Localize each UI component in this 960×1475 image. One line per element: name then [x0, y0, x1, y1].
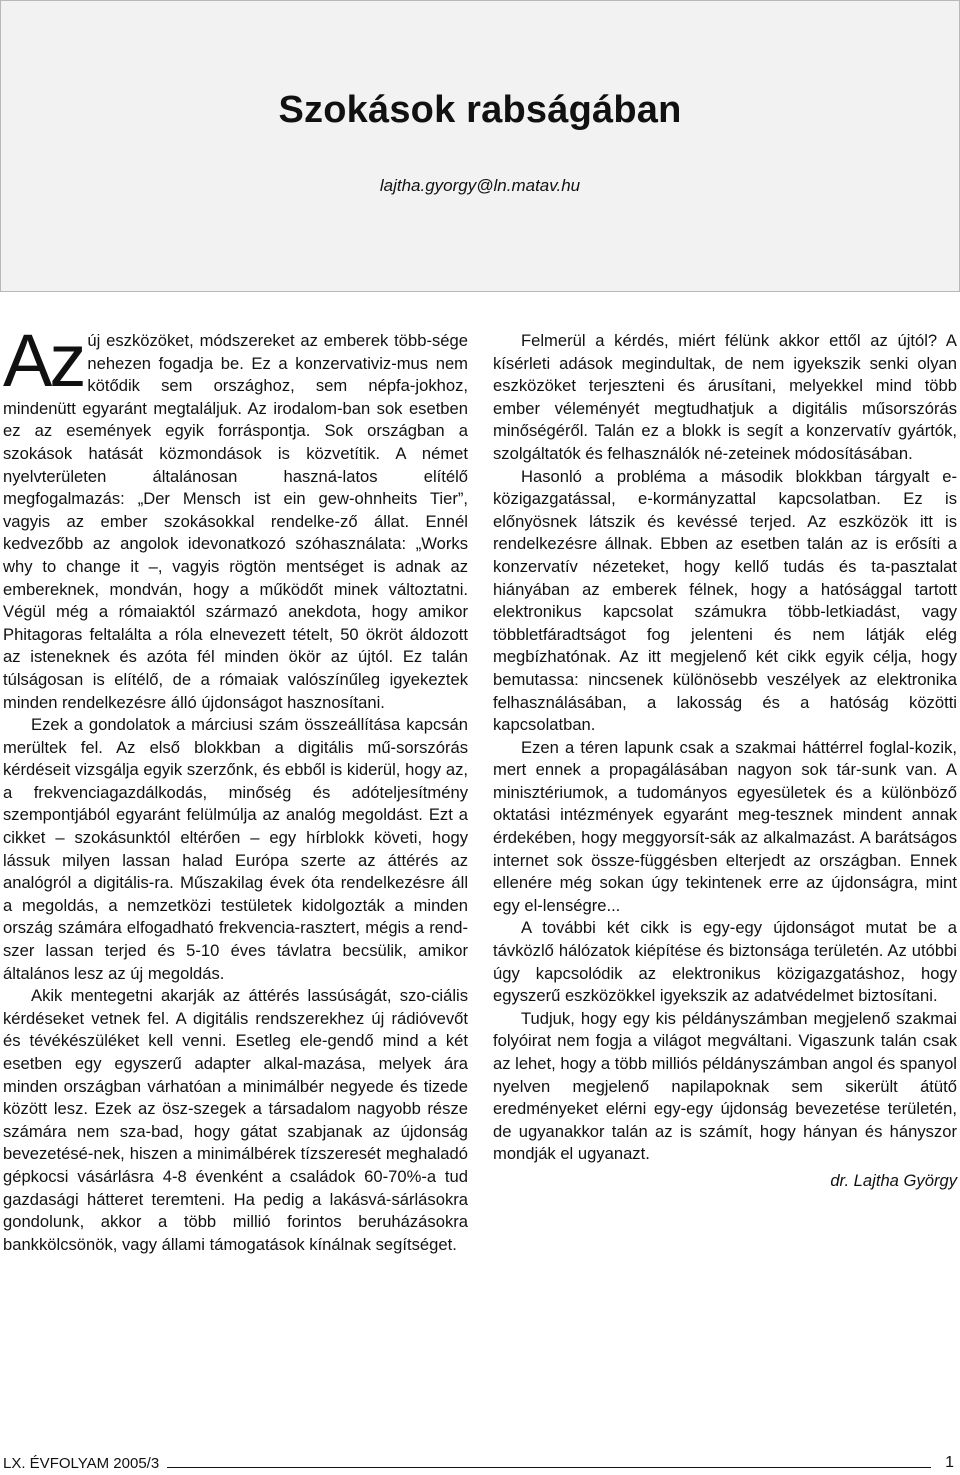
author-email: lajtha.gyorgy@ln.matav.hu	[379, 176, 581, 195]
paragraph-3: Akik mentegetni akarják az áttérés lassúságát, szo-ciális kérdéseket vetnek fel. A digitális rendszerekhez új rádióvevőt és tévékészüléket kell venni. Esetleg ele-gendő mind a két esetben egy egyszerű adapter alkal-mazása, melyek ára minden országban várhatóan a minimálbér negyede és tizede között lesz. Ezek az ösz-szegek a társadalom nagyobb része számára nem sza-bad, hogy gátat szabjanak az újdonság bevezetésé-nek, hiszen a minimálbérek tízszeresét meghaladó gépkocsi vásárlásra 4-8 évenként a családok 60-70%-a tud gazdasági hátteret teremteni. Ha pedig a lakásvá-sárlásokra gondolunk, akkor a több millió forintos beruházásokra bankkölcsönök, vagy állami támogatások kínálnak segítséget.	[3, 986, 468, 1254]
paragraph-8: Tudjuk, hogy egy kis példányszámban megjelenő szakmai folyóirat nem fogja a világot megváltani. Vigaszunk talán csak az lehet, hogy a több milliós példányszámban angol és spanyol nyelven megjelenő napilapoknak sem sikerült átütő eredményeket elérni egy-egy újdonság bevezetése területén, de ugyanakkor talán az is számít, hogy hányan és hányszor mondják el ugyanazt.	[493, 1008, 957, 1164]
page-number: 1	[945, 1454, 954, 1471]
left-column	[3, 319, 468, 1256]
right-column	[493, 330, 957, 1193]
drop-cap: Az	[3, 319, 84, 402]
paragraph-6: Ezen a téren lapunk csak a szakmai háttérrel foglal-kozik, mert ennek a propagálásában nagyon sok tár-sunk van. A minisztériumok, a tudományos egyesületek és a különböző oktatási intézmények egyaránt meg-tesznek mindent annak érdekében, hogy meggyorsít-sák az alkalmazást. A barátságos internet sok össze-függésben elterjedt az országban. Ennek ellenére még sokan úgy tekintenek erre az újdonságra, mint egy el-lenségre...	[493, 737, 957, 915]
paragraph-2: Ezek a gondolatok a márciusi szám összeállítása kapcsán merültek fel. Az első blokkban a digitális mű-sorszórás kérdéseit vizsgálja egyik szerzőnk, és ebből is kiderül, hogy az, a frekvenciagazdálkodás, minőség és adóteljesítmény szempontjából egyaránt felülmúlja az analóg megoldást. Ezt a cikket – szokásunktól eltérően – egy hírblokk követi, hogy lássuk milyen lassan halad Európa szerte az áttérés az analógról a digitális-ra. Műszakilag évek óta rendelkezésre áll a megoldás, a nemzetközi testületek kidolgozták a minden ország számára elfogadható frekvencia-rasztert, mégis a rend-szer lassan terjed és 5-10 éves távlatra becsülik, amikor általános lesz az új megoldás.	[3, 715, 468, 983]
paragraph-7: A további két cikk is egy-egy újdonságot mutat be a távközlő hálózatok kiépítése és biztonsága területén. Az utóbbi úgy kapcsolódik az elektronikus közigazgatáshoz, hogy egyszerű eszközökkel igyekszik az adatvédelmet biztosítani.	[493, 918, 957, 1006]
page-title: Szokások rabságában	[278, 89, 682, 131]
paragraph-5: Hasonló a probléma a második blokkban tárgyalt e-közigazgatással, e-kormányzattal kapcsolatban. Ez is előnyösnek látszik és kevéssé terjed. Az eszközök itt is rendelkezésre állnak. Ebben az esetben talán az is erősíti a konzervatív nézeteket, hogy kellő tudás és ta-pasztalat hiányában az emberek félnek, hogy a hatósággal tartott elektronikus kapcsolat számukra több-letkiadást, vagy többletfáradtságot fog jelenteni és nem látják elég megbízhatónak. Az itt megjelenő két cikk egyik célja, hogy bemutassa: nincsenek különösebb veszélyek az elektronika felhasználásában, a lakosság és a hatóság közötti kapcsolatban.	[493, 466, 957, 735]
journal-issue: LX. ÉVFOLYAM 2005/3	[3, 1455, 160, 1472]
paragraph-1-text: új eszközöket, módszereket az emberek több-sége nehezen fogadja be. Ez a konzervativiz-mus nem kötődik sem országhoz, sem népfa-jokhoz, mindenütt egyaránt megtaláljuk. Az irodalom-ban sok esetben ez az események egyik forráspontja. Sok országban a szokások hatását közmondások is közvetítik. A német nyelvterületen általánosan haszná-latos elítélő megfogalmazás: „Der Mensch ist ein gew-ohnheits Tier”, vagyis az ember szokásokkal rendelke-ző állat. Ennél kedvezőbb az angolok idevonatkozó szóhasználata: „Works why to change it –, vagyis rögtön mentséget is adnak az embereknek, mondván, hogy a működőt minek változtatni. Végül még a rómaiaktól származó anekdota, hogy amikor Phitagoras feltalálta a róla elnevezett tételt, 50 ökröt áldozott az isteneknek és azóta fél minden ökör az újtól. Ez talán túlságosan is elítélő, de a rómaiak valószínűleg igyekeztek minden rendelkezésre álló újdonságot hasznosítani.	[3, 331, 468, 712]
paragraph-4: Felmerül a kérdés, miért félünk akkor ettől az újtól? A kísérleti adások megindultak, de nem igyekszik senki olyan eszközöket terjeszteni és árusítani, melyekkel mind több ember véleményét megtudhatjuk a digitális műsorszórás minőségéről. Talán ez a blokk is segít a konzervatív gyártók, szolgáltatók és felhasználók né-zeteinek módosításában.	[493, 331, 957, 463]
signature: dr. Lajtha György	[830, 1170, 957, 1190]
footer-rule	[167, 1467, 931, 1468]
header-box	[0, 0, 960, 292]
page-footer	[3, 1452, 954, 1472]
paragraph-1	[3, 319, 468, 714]
